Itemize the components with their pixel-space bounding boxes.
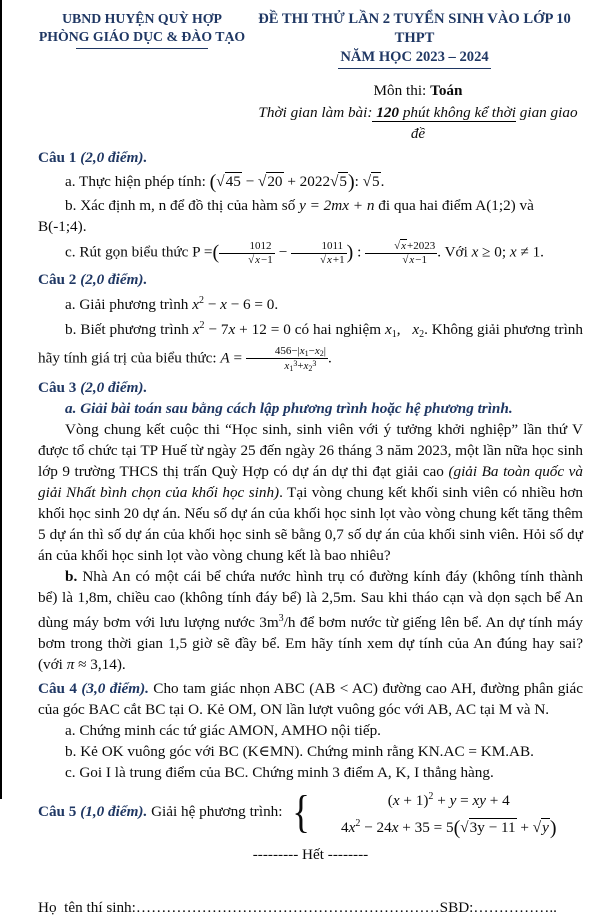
end-marker: --------- Hết -------- (252, 845, 369, 863)
system-brace: { (292, 786, 311, 838)
text-token: (2,0 điểm). (80, 149, 148, 166)
text-token: (giải Ba toàn quốc và giải Nhất bình chọn của khối học sinh) (38, 462, 583, 501)
text-token: ≥ 0; (478, 243, 510, 261)
text-token: Nhà An có một cái bể chứa nước hình trụ có đường kính đáy (không tính thành bể) là 1,8m, chiều cao (không tính đáy bể) là 2,5m. Sau khi tháo cạn và dọn sạch bể An dùng máy bơm với lưu lượng nước 3m (38, 567, 583, 631)
question-1-heading (38, 147, 583, 168)
text-token: 3 (293, 359, 298, 369)
text-token: x (348, 818, 356, 836)
system-equation-2 (341, 812, 557, 839)
text-token: a. Giải bài toán sau bằng cách lập phương trình hoặc hệ phương trình. (65, 399, 513, 417)
text-token: ) (346, 241, 354, 264)
fraction (219, 240, 275, 266)
sqrt-expression: √x (394, 240, 407, 252)
text-token: (3,0 điểm). (81, 679, 149, 697)
text-token: 3 (312, 359, 317, 369)
text-token: x (220, 296, 227, 314)
sbd-dotted-line: …………….. (473, 898, 557, 916)
sqrt-expression: √3y − 11 (460, 818, 516, 836)
sbd-label: SBD: (439, 898, 474, 916)
text-token: . Không giải phương trình hãy tính giá trị của biểu thức: (38, 321, 583, 367)
text-token: Câu 3 (38, 378, 81, 396)
question-3-problem-text (38, 419, 583, 566)
text-token: , (396, 321, 413, 339)
text-token: +1 (332, 253, 345, 266)
text-token: + 4 (486, 791, 510, 809)
text-token: − 6 = 0. (226, 296, 279, 314)
question-1-item-a (38, 171, 583, 192)
text-token: c. Goi I là trung điểm của BC. Chứng minh 3 điểm A, K, I thẳng hàng. (65, 763, 494, 781)
text-token: + 12 = 0 có hai nghiệm (235, 321, 385, 339)
text-token: a. Giải phương trình (65, 296, 193, 314)
text-token: 1012 (249, 240, 272, 252)
text-token: 456−| (274, 345, 300, 358)
issuing-authority-block (38, 10, 246, 69)
text-token: . Với (437, 243, 472, 261)
subject-value: Toán (430, 82, 463, 99)
text-token: +2023 (407, 240, 436, 252)
text-token: −1 (261, 253, 273, 266)
text-token: 2 (419, 329, 425, 341)
scan-edge-line (0, 0, 2, 799)
text-token: Vòng chung kết cuộc thi “Học sinh, sinh viên với ý tưởng khởi nghiệp” lần thứ V được tổ chức tại TP Huế từ ngày 25 đến ngày 26 tháng 3 năm 2023, một lần nữa học sinh lớp 9 trường THCS thị trấn Quỳ Hợp có dự án dự thi đạt giải cao (38, 420, 583, 480)
question-2-item-b (38, 315, 583, 373)
text-token: + 35 = 5 (398, 818, 454, 836)
question-4-item-a (38, 720, 583, 741)
text-token: ( (453, 816, 461, 839)
question-4-item-c (38, 762, 583, 783)
question-1-item-c (38, 240, 583, 266)
question-4-item-b (38, 741, 583, 762)
text-token: − (203, 296, 221, 314)
text-token: b. Biết phương trình (65, 321, 193, 339)
text-token: x (284, 360, 290, 373)
text-token: /h để bơm nước từ giếng lên bể. An dự tính máy bơm trong thời gian 1,5 giờ sẽ đầy bể. Em hãy tính xem dự tính của An đúng hay sai? (với (38, 613, 583, 673)
text-token: − (274, 243, 291, 261)
text-token: . Tại vòng chung kết khối sinh viên có nhiều hơn khối học sinh 20 dự án. Nếu số dự án của khối học sinh lọt vào vòng chung kết tăng thêm 5 dự án thì số dự án của khối học sinh sẽ bằng 0,7 số dự án của khối sinh viên. Hỏi số dự án của khối học sinh lọt vào vòng chung kết là bao nhiêu? (38, 483, 583, 564)
text-token: (2,0 điểm). (80, 271, 148, 289)
text-token: Câu 2 (38, 271, 81, 289)
authority-line-2: PHÒNG GIÁO DỤC & ĐÀO TẠO (38, 29, 246, 44)
text-token: đi qua hai điểm A(1;2) và B(-1;4). (38, 197, 534, 235)
text-token: − (241, 173, 258, 190)
text-token: Câu 1 (38, 149, 81, 166)
equation-system (315, 785, 583, 839)
text-token: 1011 (321, 240, 344, 252)
text-token: 1 (289, 364, 294, 374)
text-token: x (471, 243, 479, 261)
text-token: 2 (319, 349, 324, 359)
fraction (365, 240, 437, 266)
text-token: x (228, 321, 236, 339)
text-token: = (456, 791, 473, 809)
text-token: x (303, 360, 309, 373)
text-token: y (449, 791, 457, 809)
text-token: + 1) (399, 791, 429, 809)
text-token: Cho tam giác nhọn ABC (AB < AC) đường cao AH, đường phân giác của góc BAC cắt BC tại O. Kẻ OM, ON lần lượt vuông góc với AB, AC tại M và N. (38, 679, 583, 718)
fraction (291, 240, 347, 266)
text-token: x (192, 296, 199, 314)
exam-title-block (246, 10, 583, 69)
text-token: 2 (198, 295, 204, 307)
question-3-heading (38, 377, 583, 398)
text-token: 1 (391, 329, 397, 341)
text-token: + 2022 (283, 173, 331, 190)
name-dotted-line: …………………………………………………… (135, 898, 440, 916)
text-token: x (392, 791, 400, 809)
text-token: b. (65, 567, 78, 585)
text-token: (2,0 điểm). (80, 378, 148, 396)
text-token: A (220, 349, 230, 367)
subject-block (253, 80, 583, 144)
authority-line-1: UBND HUYỆN QUỲ HỢP (62, 11, 222, 26)
text-token: Câu 4 (38, 679, 82, 697)
exam-title-line-2: NĂM HỌC 2023 – 2024 (246, 48, 583, 69)
sqrt-expression: √x (248, 253, 261, 266)
question-5 (38, 785, 583, 839)
text-token: . (380, 173, 385, 190)
text-token: π (66, 655, 75, 673)
text-token: : (354, 173, 363, 190)
text-token: . (327, 349, 332, 367)
text-token: 3 (278, 612, 284, 624)
text-token: 2 (199, 320, 205, 332)
text-token: x (412, 321, 420, 339)
text-token: + (297, 360, 304, 373)
sqrt-expression: √5 (362, 173, 380, 190)
question-3-item-a-title (38, 398, 583, 419)
text-token: x (299, 345, 305, 358)
text-token: + (516, 818, 533, 836)
candidate-info-line (38, 897, 583, 918)
text-token: 2 (428, 790, 434, 802)
sqrt-expression: √x (402, 253, 415, 266)
text-token: a. Chứng minh các tứ giác AMON, AMHO nội tiếp. (65, 721, 381, 739)
system-equation-1 (388, 785, 510, 812)
sqrt-expression: √y (532, 818, 549, 836)
question-2-heading (38, 269, 583, 290)
text-token: ≈ 3,14). (74, 655, 126, 673)
text-token: b. Kẻ OK vuông góc với BC (K∈MN). Chứng minh rằng KN.AC = KM.AB. (65, 742, 534, 760)
question-5-label (38, 801, 282, 822)
text-token: 4 (341, 818, 349, 836)
text-token: y = 2mx + n (299, 197, 375, 214)
question-3-item-b (38, 566, 583, 675)
text-token: = (229, 349, 246, 367)
text-token: a. Thực hiện phép tính: (65, 173, 210, 190)
text-token: x (384, 321, 392, 339)
sqrt-expression: √x (319, 253, 332, 266)
authority-underline (76, 48, 208, 49)
text-token: Câu 5 (38, 803, 81, 821)
text-token: x (192, 321, 200, 339)
candidate-name-label: Họ tên thí sinh: (38, 898, 136, 916)
subject-label: Môn thi: (373, 82, 431, 99)
question-4-intro (38, 678, 583, 720)
text-token: − 24 (360, 818, 392, 836)
text-token: Giải hệ phương trình: (147, 803, 283, 821)
text-token: −1 (415, 253, 427, 266)
text-token: ) (549, 816, 557, 839)
subject-line (253, 80, 583, 101)
text-token: : (353, 243, 366, 261)
text-token: 1 (304, 349, 309, 359)
text-token: x (509, 243, 517, 261)
exam-title-line-1: ĐỀ THI THỬ LẦN 2 TUYỂN SINH VÀO LỚP 10 THPT (258, 11, 571, 46)
text-token: c. Rút gọn biểu thức P = (65, 243, 213, 261)
text-token: ≠ 1. (516, 243, 544, 261)
text-token: ( (209, 171, 217, 193)
text-token: − 7 (204, 321, 229, 339)
sqrt-expression: √45 (216, 173, 241, 190)
text-token: (1,0 điểm). (80, 803, 148, 821)
sqrt-expression: √20 (257, 173, 283, 190)
text-token: 2 (308, 364, 313, 374)
question-1-item-b (38, 195, 583, 237)
text-token: − (308, 345, 315, 358)
text-token: x (391, 818, 399, 836)
text-token: | (323, 345, 326, 358)
text-token: 2 (355, 817, 361, 829)
question-2-item-a (38, 290, 583, 315)
header (38, 10, 583, 69)
text-token: + (433, 791, 450, 809)
time-line: Thời gian làm bài: 120 phút không kể thời gian giao đề (258, 104, 578, 142)
text-token: ( (212, 241, 220, 264)
fraction (246, 345, 328, 373)
text-token: xy (472, 791, 486, 809)
text-token: ( (387, 791, 393, 809)
sqrt-expression: √5 (330, 173, 347, 190)
text-token: ) (348, 171, 355, 193)
text-token: x (314, 345, 320, 358)
text-token: b. Xác định m, n để đồ thị của hàm số (65, 197, 300, 214)
